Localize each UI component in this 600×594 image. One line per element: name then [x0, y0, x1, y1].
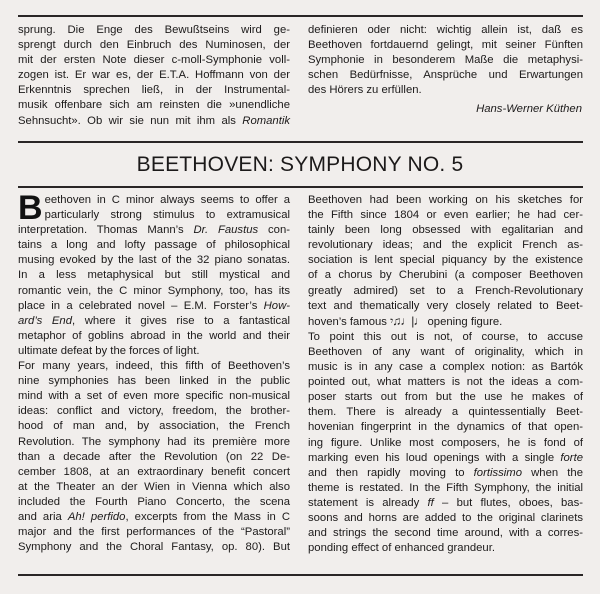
text-line: soons and horns are added to the original clarinets [308, 511, 583, 524]
italic-title: Dr. Faustus [193, 224, 259, 237]
text-line: metaphor of goblins abroad in the world and their [18, 329, 290, 342]
text-line: at the Theater an der Wien in Vienna which also [18, 480, 290, 493]
text-line: greatly admired) set to a French-Revolutionary [308, 284, 583, 297]
text-fragment: opening figure. [424, 315, 503, 328]
text-fragment: , excerpts from the Mass in C [125, 510, 291, 523]
text-line: Erkenntnis sprechen ließ, in der Instrumental- [18, 84, 290, 97]
text-line: and strings the second time around, with a corres- [308, 527, 583, 540]
text-line: pointed out, what matters is not the ideas a com- [308, 376, 583, 389]
text-line: sprung. Die Enge des Bewußtseins wird ge- [18, 24, 290, 36]
text-line [18, 510, 290, 525]
text-fragment: Sehnsucht». Ob wir sie nun mit ihm als [18, 114, 243, 127]
text-line: tains a long and lofty passage of philosophical [18, 239, 290, 252]
text-line [308, 496, 583, 511]
text-line: particularly strong stimulus to extramusical [44, 209, 290, 222]
text-line: mit der ersten Note dieser c-moll-Symphonie voll- [18, 54, 290, 67]
text-line: musing evoked by the last of the 32 piano sonatas. [18, 254, 290, 267]
text-fragment: statement is already [308, 496, 428, 509]
music-notation-icon: 𝄾♫♩|♩ [390, 313, 425, 328]
text-line [18, 223, 290, 238]
text-line: Symphonie in besonderem Maße die metaphysi- [308, 54, 583, 67]
text-line [308, 314, 583, 330]
text-line: cember 1808, at an extraordinary benefit concert [18, 465, 290, 478]
text-line [18, 314, 290, 329]
text-line: To point this out is not, of course, to accuse [308, 330, 583, 343]
text-line: zogen ist. Er war es, der E.T.A. Hoffmann von der [18, 69, 290, 82]
section-rule-top [18, 141, 583, 143]
text-line: the Fifth since 1804 or even earlier; he had cer- [308, 209, 583, 222]
text-line: music is in any case a complex notion: as Bartók [308, 361, 583, 374]
text-line: Symphony and the Choral Fantasy, op. 80). But [18, 541, 290, 554]
text-fragment: hoven’s famous [308, 315, 391, 328]
article-left-column [18, 189, 291, 555]
text-line: hood of man and, by association, the French [18, 420, 290, 433]
previous-text-left-column [18, 23, 290, 129]
italic-term: Romantik [242, 114, 290, 127]
text-line: text and thematically very closely related to Beet- [308, 299, 583, 312]
text-line: schen Bedürfnisse, Ansprüche und Erwartungen [308, 69, 583, 82]
text-line: ideas: conflict and victory, freedom, the brother- [18, 405, 290, 418]
top-rule [18, 15, 583, 17]
text-line [308, 451, 583, 466]
text-line: eethoven in C minor always seems to offer a [44, 194, 290, 206]
text-line: than a decade after the Revolution (on 22 De- [18, 450, 290, 463]
text-line [18, 114, 290, 129]
text-line [18, 299, 290, 314]
text-line: revolutionary ideas; and the explicit French as- [308, 239, 583, 252]
text-line: hovenian fingerprint in the dynamics of that open- [308, 421, 583, 434]
italic-term: ff [427, 496, 434, 509]
section-rule-bottom [18, 186, 583, 188]
previous-text-right-column [308, 23, 583, 98]
text-fragment: marking even his loud openings with a single [308, 451, 561, 464]
article-title: BEETHOVEN: SYMPHONY NO. 5 [136, 153, 464, 176]
text-fragment: and aria [18, 510, 68, 523]
text-fragment: and then rapidly moving to [308, 466, 474, 479]
italic-title: How- [263, 299, 290, 312]
text-line: ing figure. Unlike most composers, he is fond of [308, 436, 583, 449]
text-line: definieren oder nicht: wichtig allein ist, daß es [308, 24, 583, 36]
text-line: poser starts out from but the use he makes of [308, 391, 583, 404]
text-fragment: place in a celebrated novel – E.M. Forster’s [18, 299, 264, 312]
italic-term: fortissimo [473, 466, 522, 479]
text-fragment: con- [258, 224, 290, 237]
text-line: musik offenbare sich am reinsten die »unendliche [18, 99, 290, 112]
text-line [308, 466, 583, 481]
text-line: included the Fourth Piano Concerto, the scena [18, 495, 290, 508]
text-fragment: interpretation. Thomas Mann’s [18, 224, 194, 237]
text-fragment: – but flutes, oboes, bas- [433, 496, 584, 509]
text-line: Beethoven had been working on his sketches for [308, 194, 583, 206]
text-line: nine symphonies has been linked in the public [18, 375, 290, 388]
text-line: For many years, indeed, this fifth of Beethoven’s [18, 360, 290, 373]
author-signature: Hans-Werner Küthen [476, 103, 582, 115]
text-line: romantic vein, the C minor Symphony, too, has its [18, 284, 290, 297]
text-line: of a chorus by Cherubini (a composer Beethoven [308, 269, 583, 282]
italic-title: ard’s End [18, 314, 72, 327]
bottom-rule [18, 574, 583, 576]
text-line: des Hörers zu erfüllen. [308, 84, 422, 97]
text-line: theme is restated. In the Fifth Symphony, the initial [308, 481, 583, 494]
text-line: tainly been long obsessed with egalitarian and [308, 224, 583, 237]
italic-term: forte [560, 451, 583, 464]
text-line: them. There is already a quintessentially Beet- [308, 406, 583, 419]
article-right-column [308, 193, 583, 556]
text-line: ultimate defeat by the forces of light. [18, 344, 200, 357]
text-line: In a less metaphysical but still mystical and [18, 269, 290, 282]
text-line: sociation is lent special piquancy by the existence [308, 254, 583, 267]
italic-title: Ah! perfido [67, 510, 126, 523]
text-line: Beethoven fortdauernd gelingt, mit seiner Fünften [308, 39, 583, 52]
text-line: ponding effect of enhanced grandeur. [308, 542, 495, 555]
text-fragment: , where it gives rise to a fantastical [72, 314, 290, 327]
drop-cap: B [18, 189, 43, 227]
text-line: mind with a set of even more specific non-musical [18, 390, 290, 403]
text-fragment: when the [522, 466, 583, 479]
text-line: Beethoven of any want of originality, which in [308, 345, 583, 358]
text-line: Revolution. The symphony had its première more [18, 435, 290, 448]
text-line: sprengt durch den Einbruch des Numinosen, der [18, 39, 290, 52]
text-line: major and the first performances of the “Pastoral” [18, 526, 290, 539]
